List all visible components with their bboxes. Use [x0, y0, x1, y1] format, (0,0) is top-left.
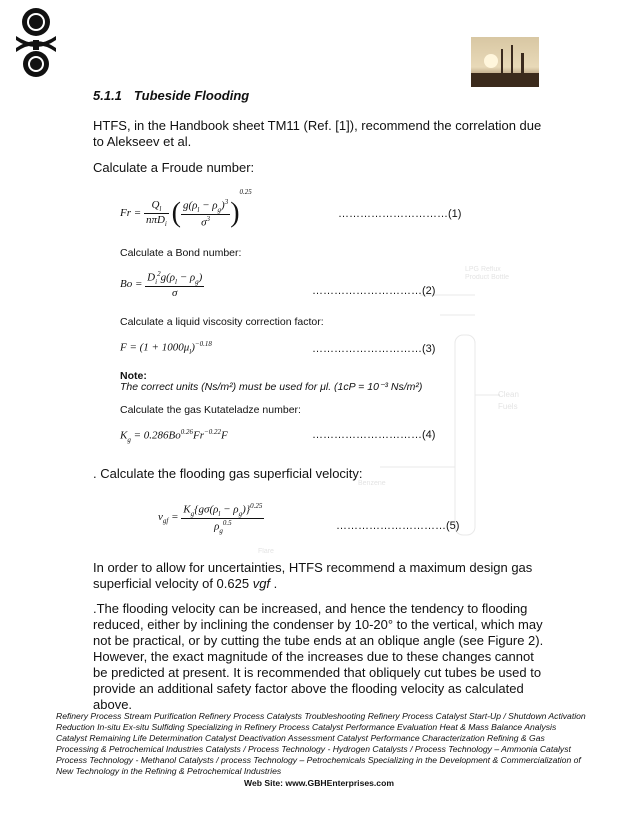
equation-number-4: …………………………(4): [312, 429, 436, 441]
kutateladze-heading: Calculate the gas Kutateladze number:: [120, 404, 301, 416]
note-text: The correct units (Ns/m²) must be used for μl. (1cP = 10⁻³ Ns/m²): [120, 381, 423, 393]
footer-services-text: Refinery Process Stream Purification Refinery Process Catalysts Troubleshooting Refinery Process Catalyst Start-Up / Shutdown Activation Reduction In-situ Ex-situ Sulfiding Specializing in Refinery Process Catalyst Performance Evaluation Heat & Mass Balance Analysis Catalyst Remaining Life Determination Catalyst Deactivation Assessment Catalyst Performance Characterization Refining & Gas Processing & Petrochemical Industries Catalysts / Process Technology - Hydrogen Catalysts / Process Technology – Ammonia Catalyst Process Technology - Methanol Catalysts / process Technology – Petrochemicals Specializing in the Development & Commercialization of New Technology in the Refining & Petrochemical Industries: [56, 711, 586, 776]
watermark-label: Flare: [258, 548, 274, 555]
equation-froude: Fr = $\frac{Q_l}{n\pi D_i}$ ( $\frac{g(\rho_l - \rho_g)^3}{\sigma^3}$ )$^{0.25}$: [120, 188, 252, 229]
section-heading: [93, 88, 249, 103]
watermark-label: Fuels: [498, 402, 518, 411]
watermark-label: LPG Reflux: [465, 266, 501, 273]
flooding-velocity-heading: . Calculate the flooding gas superficial velocity:: [93, 466, 363, 481]
equation-number-2: …………………………(2): [312, 285, 436, 297]
watermark-label: Benzene: [358, 480, 386, 487]
equation-flooding-velocity: $v_{gf}$ = $\frac{K_g\{g\sigma(\rho_l - \rho_g)\}^{0.25}}{\rho_g^{0.5}}$: [158, 502, 263, 535]
froude-heading: Calculate a Froude number:: [93, 160, 255, 175]
watermark-label: Clean: [498, 390, 519, 399]
refinery-photo: [471, 37, 539, 87]
note-label: Note:: [120, 370, 147, 382]
company-logo: [12, 6, 60, 78]
viscosity-heading: Calculate a liquid viscosity correction factor:: [120, 316, 324, 328]
watermark-label: Product Bottle: [465, 274, 509, 281]
equation-bond: Bo = $\frac{D_i^2g(\rho_l - \rho_g)}{\sigma}$: [120, 270, 203, 299]
footer-website: Web Site: www.GBHEnterprises.com: [244, 778, 394, 788]
bond-heading: Calculate a Bond number:: [120, 247, 242, 259]
flooding-increase-paragraph: .The flooding velocity can be increased, and hence the tendency to flooding reduced, either by inclining the condenser by 10-20° to the vertical, which may not be practical, or by cutting the tube ends at an oblique angle (see Figure 2). However, the exact magnitude of the increases due to these changes cannot be predicted at present. It is recommended that obliquely cut tubes be used to provide an additional safety factor above the flooding velocity as calculated above.: [93, 601, 544, 712]
equation-kutateladze: $K_g = 0.286Bo^{0.26}Fr^{-0.22}F$: [120, 428, 228, 444]
section-title: Tubeside Flooding: [133, 88, 250, 103]
equation-number-3: …………………………(3): [312, 343, 436, 355]
section-number: 5.1.1: [93, 88, 122, 103]
vgf-variable: vgf: [252, 576, 271, 591]
equation-number-5: …………………………(5): [336, 520, 460, 532]
intro-paragraph: HTFS, in the Handbook sheet TM11 (Ref. [1]), recommend the correlation due to Alekseev et al.: [93, 118, 542, 149]
uncertainty-paragraph: In order to allow for uncertainties, HTFS recommend a maximum design gas superficial velocity of 0.625 vgf .: [93, 560, 533, 591]
equation-viscosity: $F = (1 + 1000\mu_l)^{-0.18}$: [120, 340, 212, 356]
equation-number-1: …………………………(1): [338, 208, 462, 220]
